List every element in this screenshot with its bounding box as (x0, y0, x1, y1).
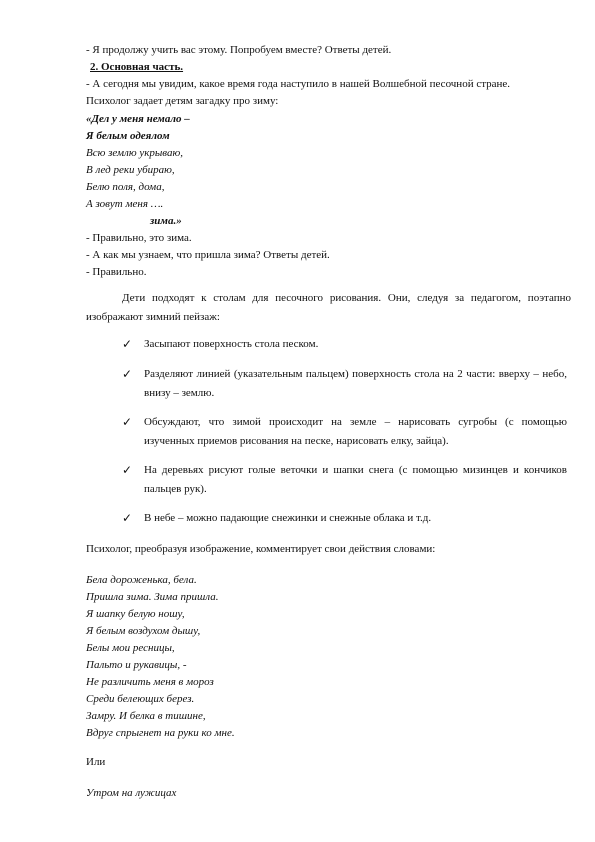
step-text: На деревьях рисуют голые веточки и шапки снега (с помощью мизинцев и кончиков пальцев рук). (144, 464, 567, 495)
poem-line: Замру. И белка в тишине, (86, 710, 206, 722)
activity-paragraph: Дети подходят к столам для песочного рисования. Они, следуя за педагогом, поэтапно изображают зимний пейзаж: (86, 292, 571, 323)
poem-line: Не различить меня в мороз (86, 676, 214, 688)
step-text: Разделяют линией (указательным пальцем) поверхность стола на 2 части: вверху – небо, внизу – землю. (144, 368, 567, 399)
poem-line: Белы мои ресницы, (86, 642, 175, 654)
step-item (122, 365, 567, 403)
poem-line: Вдруг спрыгнет на руки ко мне. (86, 727, 235, 739)
checkmark-icon: ✓ (122, 511, 133, 525)
step-text: Засыпают поверхность стола песком. (144, 338, 319, 350)
checkmark-icon: ✓ (122, 367, 133, 381)
or-separator: Или (86, 756, 106, 768)
checkmark-icon: ✓ (122, 415, 133, 429)
poem-line: Я белым воздухом дышу, (86, 625, 201, 637)
dialogue-line: - А как мы узнаем, что пришла зима? Ответы детей. (86, 249, 330, 261)
riddle-answer: зима.» (150, 215, 182, 227)
step-item (122, 461, 567, 499)
checkmark-icon: ✓ (122, 337, 133, 351)
riddle-line: Всю землю укрываю, (86, 147, 184, 159)
dialogue-line: - Правильно. (86, 266, 147, 278)
step-text: Обсуждают, что зимой происходит на земле – нарисовать сугробы (с помощью изученных приемов рисования на песке, нарисовать елку, зайца). (144, 416, 567, 447)
poem-line: Бела дороженька, бела. (86, 574, 197, 586)
poem-line: Пришла зима. Зима пришла. (86, 591, 219, 603)
riddle-intro: Психолог задает детям загадку про зиму: (86, 95, 279, 107)
riddle-line: «Дел у меня немало – (86, 113, 190, 125)
psychologist-comment: Психолог, преобразуя изображение, комментирует свои действия словами: (86, 543, 436, 555)
intro-line: - Я продолжу учить вас этому. Попробуем вместе? Ответы детей. (86, 44, 392, 56)
checkmark-icon: ✓ (122, 463, 133, 477)
poem-start-line: Утром на лужицах (86, 787, 177, 799)
step-item (122, 413, 567, 451)
riddle-line: А зовут меня …. (86, 198, 164, 210)
step-text: В небе – можно падающие снежинки и снежные облака и т.д. (144, 512, 432, 524)
step-item (122, 335, 567, 354)
riddle-line: В лед реки убираю, (86, 164, 175, 176)
intro-season-line: - А сегодня мы увидим, какое время года наступило в нашей Волшебной песочной стране. (86, 78, 511, 90)
riddle-line: Я белым одеялом (86, 130, 170, 142)
riddle-line: Белю поля, дома, (86, 181, 165, 193)
poem-line: Пальто и рукавицы, - (86, 659, 187, 671)
poem-line: Я шапку белую ношу, (86, 608, 185, 620)
poem-line: Среди белеющих берез. (86, 693, 195, 705)
section-heading: 2. Основная часть. (90, 61, 184, 73)
step-item (122, 509, 567, 528)
dialogue-line: - Правильно, это зима. (86, 232, 192, 244)
